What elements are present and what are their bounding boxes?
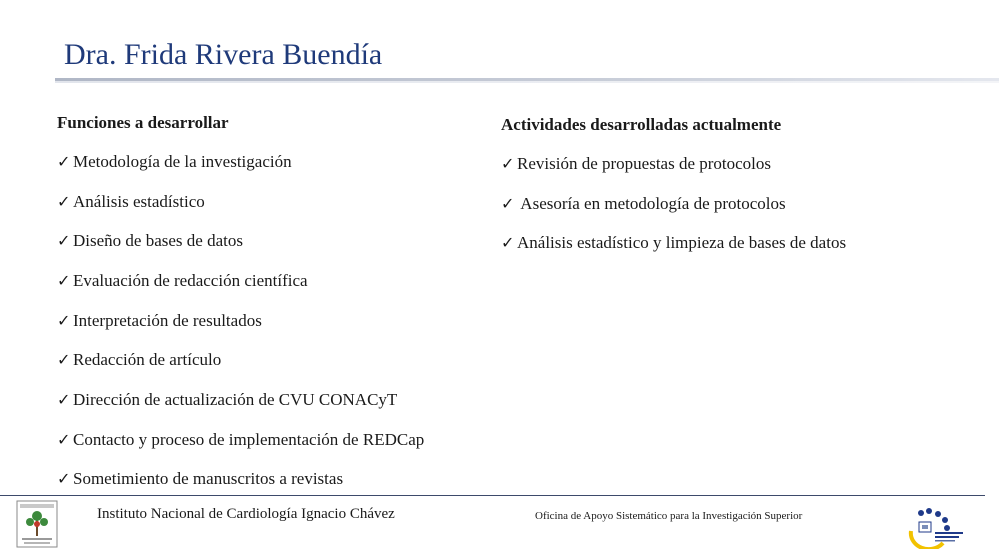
list-item [57,311,262,331]
checkmark-icon: ✓ [501,154,515,173]
checkmark-icon: ✓ [57,430,71,449]
list-item-text: Redacción de artículo [73,350,222,369]
checkmark-icon: ✓ [57,152,71,171]
checkmark-icon: ✓ [501,233,515,252]
office-name: Oficina de Apoyo Sistemático para la Investigación Superior [535,510,803,522]
functions-heading: Funciones a desarrollar [57,113,229,132]
list-item-text: Interpretación de resultados [73,311,262,330]
list-item-text: Revisión de propuestas de protocolos [517,154,772,173]
list-item-text: Sometimiento de manuscritos a revistas [73,469,344,488]
list-item-text: Contacto y proceso de implementación de REDCap [73,430,425,449]
page-title: Dra. Frida Rivera Buendía [64,38,383,71]
list-item [57,350,221,370]
research-office-logo-icon [903,505,971,549]
list-item-text: Dirección de actualización de CVU CONACyT [73,390,398,409]
list-item-text: Asesoría en metodología de protocolos [517,194,786,213]
checkmark-icon: ✓ [57,231,71,250]
title-divider-shadow [55,81,999,83]
checkmark-icon: ✓ [57,311,71,330]
list-item [501,194,786,214]
list-item-text: Análisis estadístico y limpieza de bases de datos [517,233,847,252]
list-item [57,469,343,489]
list-item [501,154,771,174]
activities-heading: Actividades desarrolladas actualmente [501,115,782,134]
list-item-text: Análisis estadístico [73,192,205,211]
list-item [57,271,308,291]
checkmark-icon: ✓ [57,271,71,290]
list-item-text: Metodología de la investigación [73,152,292,171]
list-item [57,430,424,450]
checkmark-icon: ✓ [501,194,515,213]
checkmark-icon: ✓ [57,390,71,409]
list-item [57,231,243,251]
footer-divider [0,495,985,496]
list-item [57,152,292,172]
list-item [501,233,846,253]
institute-logo-icon [16,500,58,548]
list-item-text: Evaluación de redacción científica [73,271,308,290]
checkmark-icon: ✓ [57,469,71,488]
list-item [57,390,397,410]
list-item [57,192,205,212]
list-item-text: Diseño de bases de datos [73,231,243,250]
institute-name: Instituto Nacional de Cardiología Ignacio Chávez [97,506,395,522]
checkmark-icon: ✓ [57,192,71,211]
checkmark-icon: ✓ [57,350,71,369]
